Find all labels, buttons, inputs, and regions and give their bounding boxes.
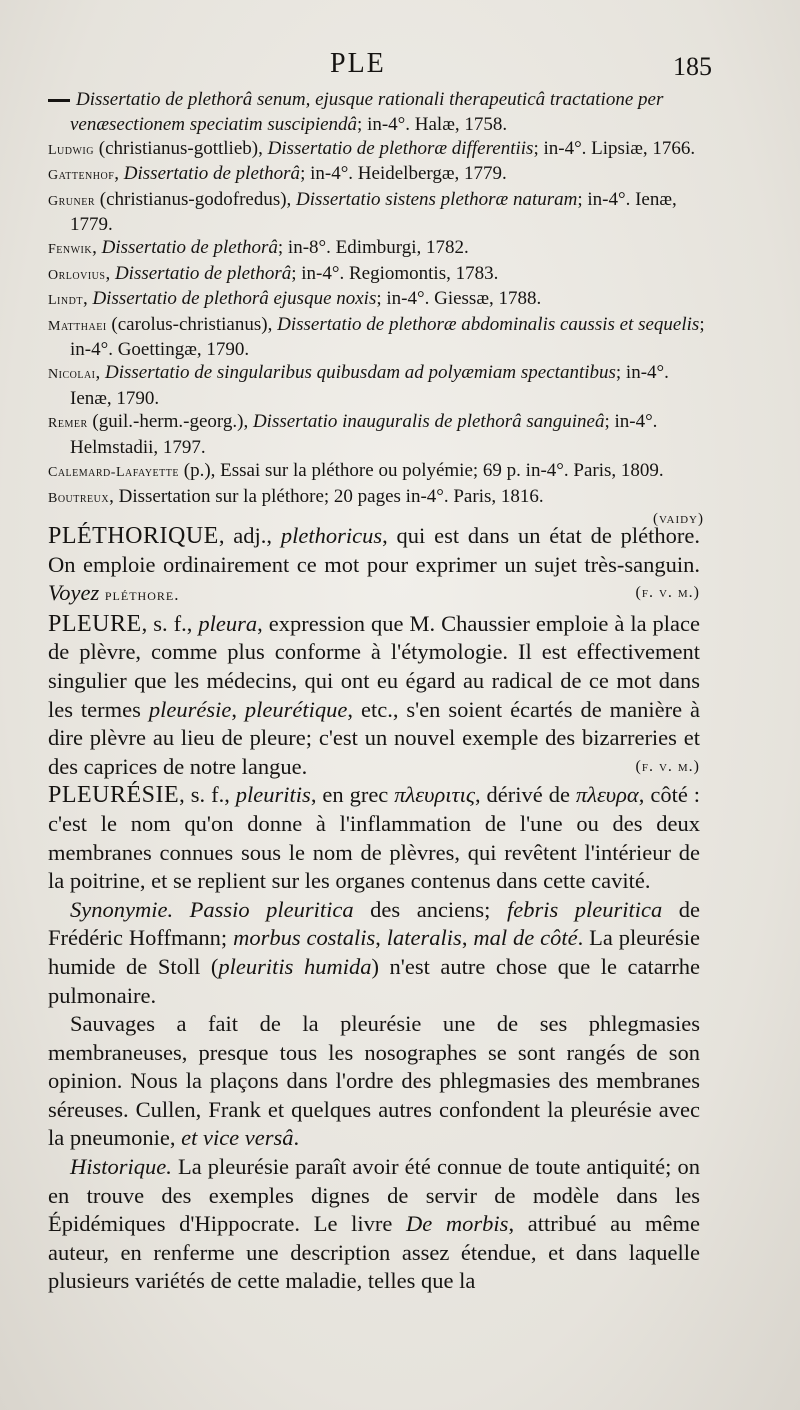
bib-title: Dissertatio de plethoræ abdominalis caussis et sequelis — [277, 313, 700, 335]
bib-title: Dissertatio de plethorâ — [114, 262, 292, 284]
bib-title: Dissertatio de singularibus quibusdam ad polyæmiam spectantibus — [105, 362, 616, 384]
running-title: PLE — [330, 48, 386, 79]
bib-title: Dissertatio sistens plethoræ naturam — [296, 188, 578, 210]
bibliography-entry — [48, 313, 708, 362]
paragraph-synonymie: Synonymie. Passio pleuritica des anciens; febris pleuritica de Frédéric Hoffmann; morbus costalis, lateralis, mal de côté. La pleurésie humide de Stoll (pleuritis humida) n'est autre chose que le catarrhe pulmonaire. — [48, 896, 701, 1008]
bib-publication: ; in-4°. Heidelbergæ, 1779. — [300, 163, 507, 185]
entry-pleuresie: PLEURÉSIE, s. f., pleuritis, en grec πλευριτις, dérivé de πλευρα, côté : c'est le nom qu'on donne à l'inflammation de l'une ou des deux membranes connues sous le nom de plèvres, qui revêtent l'intérieur de la poitrine, et se replient sur les organes contenus dans cette cavité. — [48, 782, 701, 894]
bib-given-name: , — [82, 288, 93, 310]
bib-given-name: (carolus-christianus), — [106, 313, 278, 335]
bibliography-entry — [48, 236, 708, 261]
cross-reference: pléthore. — [104, 585, 180, 605]
bibliography-entry — [48, 287, 708, 312]
bib-title: Dissertatio inauguralis de plethorâ sanguineâ — [252, 411, 605, 433]
bib-publication: ; in-4°. Ienæ, 1779. — [70, 188, 677, 236]
running-header — [0, 48, 800, 88]
bib-author: Boutreux — [48, 490, 110, 506]
bib-title: Dissertatio de plethorâ ejusque noxis — [92, 288, 377, 310]
bib-publication: ; in-4°. Giessæ, 1788. — [376, 288, 542, 310]
bibliography-entry — [48, 262, 708, 287]
bib-publication: ; in-4°. Goettingæ, 1790. — [70, 313, 705, 361]
paragraph-sauvages: Sauvages a fait de la pleurésie une de ses phlegmasies membraneuses, presque tous les nosographes se sont rangés de son opinion. Nous la plaçons dans l'ordre des phlegmasies des membranes séreuses. Cullen, Frank et quelques autres confondent la pleurésie avec la pneumonie, et vice versâ. — [48, 1011, 700, 1151]
dash-rule — [48, 99, 70, 102]
bib-given-name: (guil.-herm.-georg.), — [87, 411, 253, 433]
bib-title: Dissertatio de plethorâ — [123, 163, 301, 185]
bibliography-signature: (vaidy) — [652, 510, 704, 527]
bib-publication: ; in-4°. Regiomontis, 1783. — [291, 262, 499, 284]
bib-author: Remer — [48, 416, 88, 432]
bib-publication: ; in-4°. Halæ, 1758. — [357, 114, 508, 136]
bib-publication: ; in-8°. Edimburgi, 1782. — [277, 237, 469, 259]
bib-author: Lindt — [48, 293, 83, 309]
bib-author: Calemard-Lafayette — [48, 465, 179, 481]
bib-given-name: , — [109, 485, 119, 507]
bib-publication: Dissertation sur la pléthore; 20 pages in-4°. Paris, 1816. — [118, 485, 544, 507]
bib-given-name: (christianus-gottlieb), — [94, 137, 268, 159]
bib-author: Ludwig — [48, 142, 94, 158]
bib-author: Gruner — [48, 193, 96, 209]
dictionary-text — [48, 522, 700, 1296]
bibliography-entry — [48, 162, 708, 187]
bibliography-entry — [48, 137, 708, 162]
bib-given-name: , — [92, 237, 102, 259]
entry-pleure: PLEURE, s. f., pleura, expression que M. Chaussier emploie à la place de plèvre, comme plus conforme à l'étymologie. Il est effectivement singulier que les médecins, qui ont eu égard au radical de ce mot dans les termes pleurésie, pleurétique, etc., s'en soient écartés de manière à dire plèvre au lieu de pleure; c'est un nouvel exemple des bizarreries et des caprices de notre langue. (f. v. m.) — [48, 610, 700, 782]
bib-publication: ; in-4°. Ienæ, 1790. — [70, 362, 669, 409]
headword: PLEURÉSIE — [48, 782, 180, 809]
bib-author: Fenwik — [48, 242, 93, 258]
page-number: 185 — [673, 52, 712, 81]
bib-given-name: , — [114, 163, 124, 185]
bib-title: Dissertatio de plethoræ differentiis — [267, 137, 534, 159]
bibliography-entry — [48, 485, 708, 510]
bib-author: Orlovius — [48, 267, 106, 283]
headword: PLEURE — [48, 610, 142, 637]
bib-given-name: (p.), — [179, 460, 221, 482]
bib-given-name: (christianus-godofredus), — [95, 188, 297, 210]
bib-title: Dissertatio de plethorâ — [101, 237, 278, 259]
bib-given-name: , — [105, 262, 115, 284]
bib-title: Dissertatio de plethorâ senum, ejusque rationali therapeuticâ tractatione per venæsectionem speciatim suscipiendâ — [70, 89, 664, 136]
author-signature: (f. v. m.) — [635, 757, 700, 775]
bib-publication: Essai sur la pléthore ou polyémie; 69 p. in-4°. Paris, 1809. — [220, 460, 664, 482]
bibliography-entry — [48, 361, 708, 410]
bibliography-entry — [48, 188, 708, 237]
author-signature: (f. v. m.) — [635, 584, 700, 602]
bib-author: Matthaei — [48, 318, 107, 334]
entry-plethorique: PLÉTHORIQUE, adj., plethoricus, qui est dans un état de pléthore. On emploie ordinairement ce mot pour exprimer un sujet très-sanguin. Voyez pléthore. (f. v. m.) — [48, 522, 700, 610]
bib-author: Nicolai — [48, 367, 96, 383]
bibliography-entry — [48, 410, 708, 459]
paragraph-historique: Historique. La pleurésie paraît avoir été connue de toute antiquité; on en trouve des exemples dignes de servir de modèle dans les Épidémiques d'Hippocrate. Le livre De morbis, attribué au même auteur, en renferme une description assez étendue, et dans laquelle plusieurs variétés de cette maladie, telles que la — [48, 1154, 701, 1294]
bib-publication: ; in-4°. Lipsiæ, 1766. — [533, 137, 696, 159]
bib-publication: ; in-4°. Helmstadii, 1797. — [70, 411, 658, 458]
bib-author: Gattenhof — [48, 168, 115, 184]
headword: PLÉTHORIQUE — [48, 523, 219, 549]
bibliography-list — [48, 88, 708, 531]
bibliography-entry — [48, 88, 708, 137]
bib-given-name: , — [95, 362, 105, 384]
bibliography-entry — [48, 459, 708, 484]
